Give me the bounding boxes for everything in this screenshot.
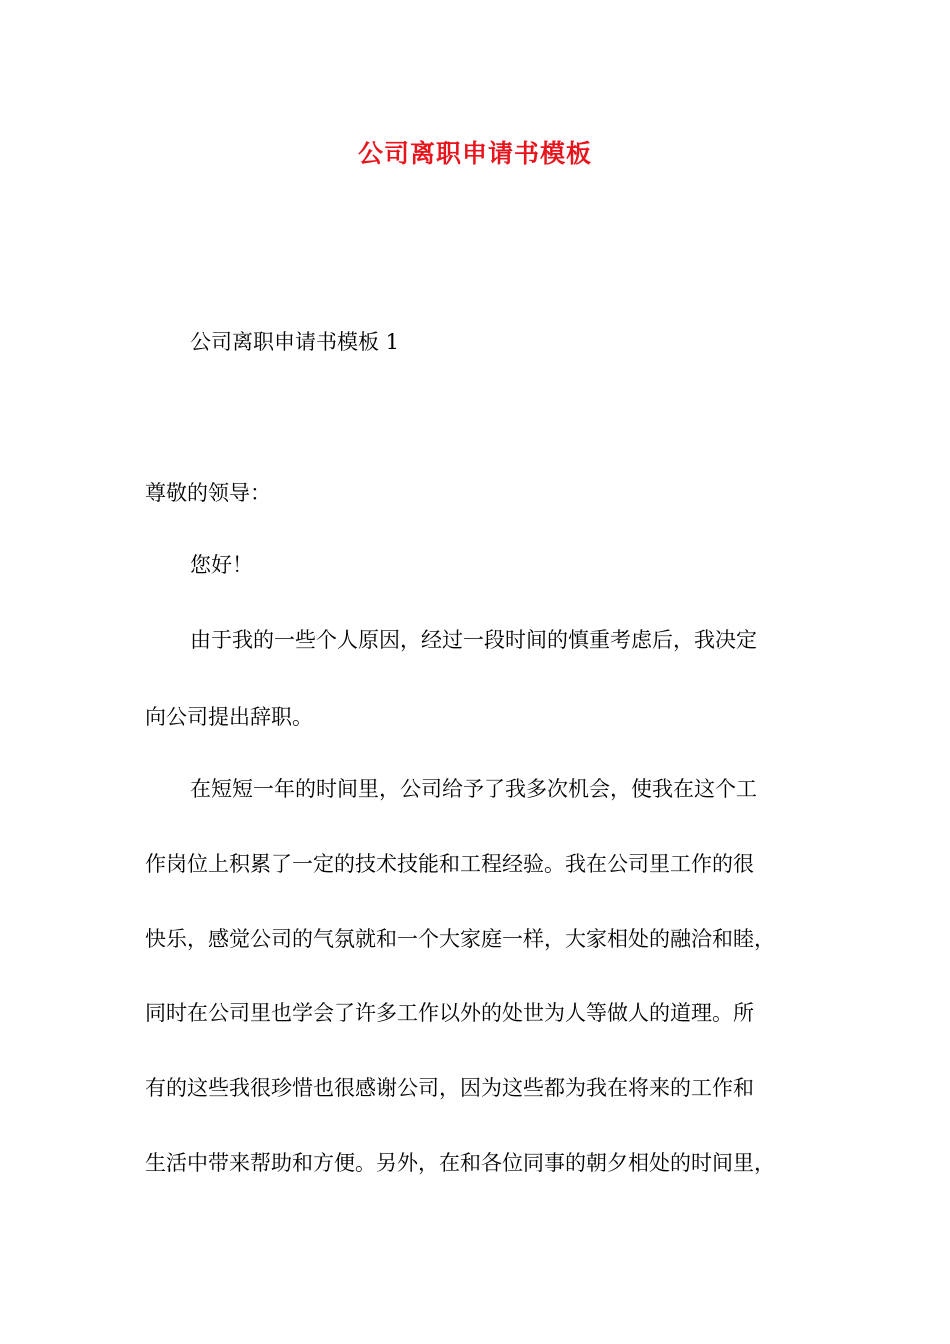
document-title: 公司离职申请书模板 [357, 139, 592, 168]
paragraph-line: 在短短一年的时间里，公司给予了我多次机会，使我在这个工 [190, 777, 757, 801]
paragraph-line: 同时在公司里也学会了许多工作以外的处世为人等做人的道理。所 [145, 1001, 754, 1025]
paragraph-line: 由于我的一些个人原因，经过一段时间的慎重考虑后，我决定 [190, 628, 757, 652]
salutation: 尊敬的领导： [145, 481, 271, 505]
section-heading: 公司离职申请书模板 1 [190, 330, 400, 354]
paragraph-line: 向公司提出辞职。 [145, 705, 313, 729]
paragraph-line: 快乐，感觉公司的气氛就和一个大家庭一样，大家相处的融洽和睦， [145, 927, 775, 951]
paragraph-line: 作岗位上积累了一定的技术技能和工程经验。我在公司里工作的很 [145, 852, 754, 876]
paragraph-line: 有的这些我很珍惜也很感谢公司，因为这些都为我在将来的工作和 [145, 1076, 754, 1100]
greeting: 您好！ [190, 553, 253, 577]
paragraph-line: 生活中带来帮助和方便。另外，在和各位同事的朝夕相处的时间里， [145, 1151, 775, 1175]
